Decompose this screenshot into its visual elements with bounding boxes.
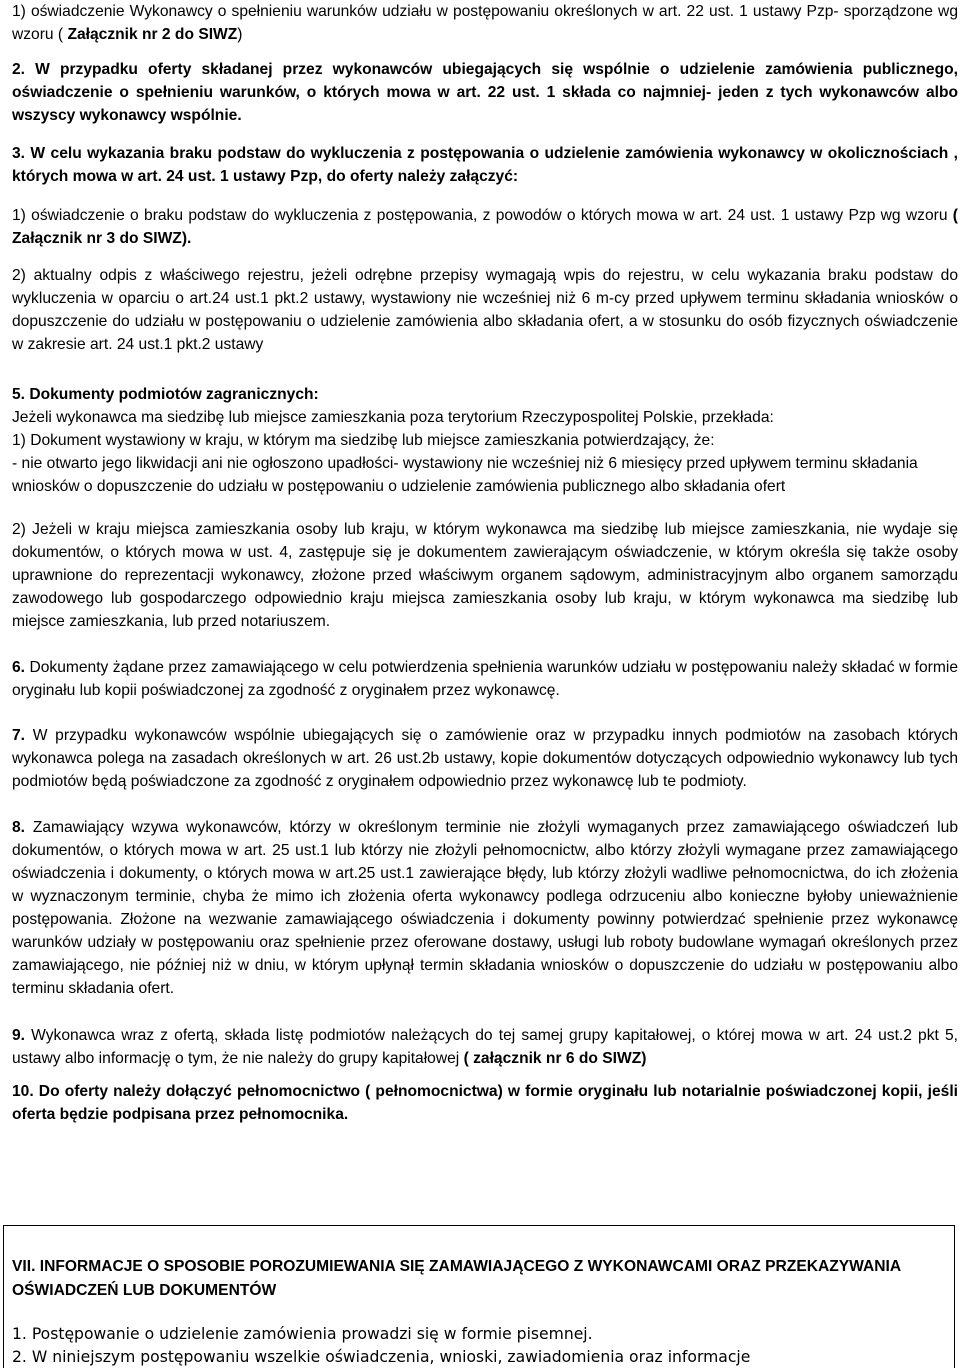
- section-5-heading: 5. Dokumenty podmiotów zagranicznych:: [12, 386, 319, 403]
- section-7-item-1: 1. Postępowanie o udzielenie zamówienia prowadzi się w formie pisemnej.: [12, 1325, 593, 1343]
- p8-text: Zamawiający wzywa wykonawców, którzy w określonym terminie nie złożyli wymaganych przez zamawiającego oświadczeń lub dokumentów, o których mowa w art. 25 ust.1 lub którzy nie złożyli pełnomocnictw, albo którzy złożyli wymagane przez zamawiającego oświadczenia i dokumenty, o których mowa w art.25 ust.1 zawierające błędy, lub którzy złożyli wadliwe pełnomocnictwa, do ich złożenia w wyznaczonym terminie, chyba że mimo ich złożenia oferta wykonawcy podlega odrzuceniu albo konieczne byłoby unieważnienie postępowania. Złożone na wezwanie zamawiającego oświadczenia i dokumenty powinny potwierdzać spełnienie przez wykonawcę warunków udziały w postępowaniu oraz spełnienie przez oferowane dostawy, usługi lub roboty budowlane wymagań określonych przez zamawiającego, nie później niż w dniu, w którym upłynął termin składania wniosków o dopuszczenie do udziału w postępowaniu albo terminu składania ofert.: [12, 819, 958, 997]
- p9-attachment: ( załącznik nr 6 do SIWZ): [463, 1050, 647, 1067]
- p1-text: 1) oświadczenie Wykonawcy o spełnieniu warunków udziału w postępowaniu określonych w art. 22 ust. 1 ustawy Pzp- sporządzone wg wzoru (: [12, 3, 958, 43]
- p7-text: W przypadku wykonawców wspólnie ubiegających się o zamówienie oraz w przypadku innych podmiotów na zasobach których wykonawca polega na zasadach określonych w art. 26 ust.2b ustawy, kopie dokumentów dotyczących odpowiednio wykonawcy lub tych podmiotów będą poświadczone za zgodność z oryginałem odpowiednio przez wykonawcę lub te podmioty.: [12, 727, 958, 790]
- section-7-title: VII. INFORMACJE O SPOSOBIE POROZUMIEWANIA SIĘ ZAMAWIAJĄCEGO Z WYKONAWCAMI ORAZ PRZEKAZYWANIA OŚWIADCZEŃ LUB DOKUMENTÓW: [12, 1258, 901, 1299]
- p10-text: 10. Do oferty należy dołączyć pełnomocnictwo ( pełnomocnictwa) w formie oryginału lub notarialnie poświadczonej kopii, jeśli oferta będzie podpisana przez pełnomocnika.: [12, 1083, 958, 1123]
- p1-attachment: Załącznik nr 2 do SIWZ: [67, 26, 238, 43]
- paragraph-7: [12, 724, 958, 793]
- p9-text: Wykonawca wraz z ofertą, składa listę podmiotów należących do tej samej grupy kapitałowej, o której mowa w art. 24 ust.2 pkt 5, ustawy albo informację o tym, że nie należy do grupy kapitałowej: [12, 1027, 958, 1067]
- section-5: [12, 383, 958, 498]
- p3-text: 3. W celu wykazania braku podstaw do wykluczenia z postępowania o udzielenie zamówienia wykonawcy w okolicznościach , których mowa w art. 24 ust. 1 ustawy Pzp, do oferty należy załączyć:: [12, 145, 958, 185]
- p3-2-text: 2) aktualny odpis z właściwego rejestru, jeżeli odrębne przepisy wymagają wpis do rejestru, w celu wykazania braku podstaw do wykluczenia w oparciu o art.24 ust.1 pkt.2 ustawy, wystawiony nie wcześniej niż 6 m-cy przed upływem terminu składania wniosków o dopuszczenie do udziału w postępowaniu o udzielenie zamówienia albo składania ofert, a w stosunku do osób fizycznych oświadczenie w zakresie art. 24 ust.1 pkt.2 ustawy: [12, 267, 958, 353]
- p6-text: Dokumenty żądane przez zamawiającego w celu potwierdzenia spełnienia warunków udziału w postępowaniu należy składać w formie oryginału lub kopii poświadczonej za zgodność z oryginałem przez wykonawcę.: [12, 659, 958, 699]
- paragraph-8: [12, 816, 958, 1000]
- section-7-item-2: 2. W niniejszym postępowaniu wszelkie oświadczenia, wnioski, zawiadomienia oraz informacje: [12, 1348, 751, 1366]
- p8-num: 8.: [12, 819, 26, 836]
- p5-2-text: 2) Jeżeli w kraju miejsca zamieszkania osoby lub kraju, w którym wykonawca ma siedzibę lub miejsce zamieszkania, nie wydaje się dokumentów, o których mowa w ust. 4, zastępuje się je dokumentem zawierającym oświadczenie, w którym określa się także osoby uprawnione do reprezentacji wykonawcy, złożone przed właściwym organem sądowym, administracyjnym albo organem samorządu zawodowego lub gospodarczego odpowiednio kraju miejsca zamieszkania osoby lub kraju, w którym wykonawca ma siedzibę lub miejsce zamieszkania, lub przed notariuszem.: [12, 521, 958, 630]
- p7-num: 7.: [12, 727, 26, 744]
- p9-num: 9.: [12, 1027, 26, 1044]
- paragraph-3-2: [12, 264, 958, 356]
- paragraph-10: [12, 1080, 958, 1126]
- paragraph-5-2: [12, 518, 958, 633]
- paragraph-3-1: [12, 204, 958, 250]
- p3-1-attachment: ( Załącznik nr 3 do SIWZ).: [12, 207, 958, 247]
- p3-1-text: 1) oświadczenie o braku podstaw do wykluczenia z postępowania, z powodów o których mowa w art. 24 ust. 1 ustawy Pzp wg wzoru: [12, 207, 953, 224]
- p6-num: 6.: [12, 659, 26, 676]
- paragraph-2: [12, 58, 958, 127]
- paragraph-9: [12, 1024, 958, 1070]
- paragraph-1: [12, 0, 958, 46]
- paragraph-6: [12, 656, 958, 702]
- paragraph-3: [12, 142, 958, 188]
- section-5-line-1: Jeżeli wykonawca ma siedzibę lub miejsce zamieszkania poza terytorium Rzeczypospolitej Polskie, przekłada:: [12, 409, 774, 426]
- section-5-line-2: 1) Dokument wystawiony w kraju, w którym ma siedzibę lub miejsce zamieszkania potwierdzający, że:: [12, 432, 715, 449]
- section-5-line-3: - nie otwarto jego likwidacji ani nie ogłoszono upadłości- wystawiony nie wcześniej niż 6 miesięcy przed upływem terminu składania wniosków o dopuszczenie do udziału w postępowaniu o udzielenie zamówienia publicznego albo składania ofert: [12, 455, 918, 495]
- p2-text: 2. W przypadku oferty składanej przez wykonawców ubiegających się wspólnie o udzielenie zamówienia publicznego, oświadczenie o spełnieniu warunków, o których mowa w art. 22 ust. 1 składa co najmniej- jeden z tych wykonawców albo wszyscy wykonawcy wspólnie.: [12, 61, 958, 124]
- p1-end: ): [237, 26, 243, 43]
